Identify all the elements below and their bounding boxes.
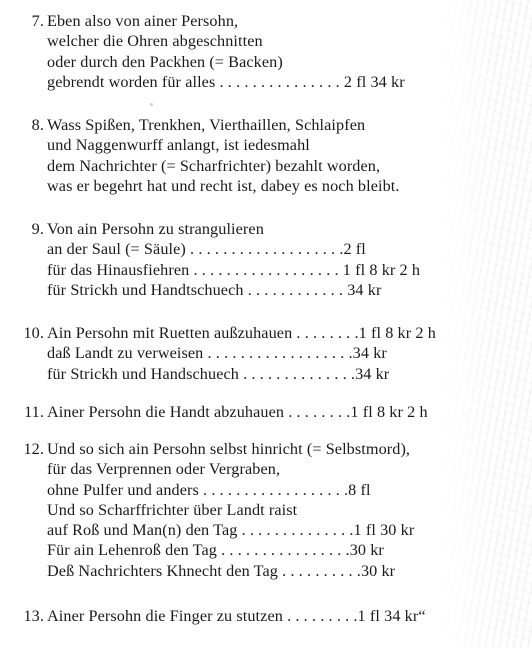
entry-line: Wass Spißen, Trenkhen, Vierthaillen, Schlaipfen bbox=[47, 116, 366, 134]
entry-text bbox=[47, 219, 527, 300]
entry-line: dem Nachrichter (= Scharfrichter) bezahlt worden, bbox=[47, 156, 381, 175]
entry-number: 11. bbox=[24, 403, 44, 421]
entry-number: 7. bbox=[31, 12, 44, 30]
entry-line: Und so Scharffrichter über Landt raist bbox=[47, 500, 298, 519]
entry-line: an der Saul (= Säule) . . . . . . . . . . . . . . . . . . .2 fl bbox=[47, 240, 366, 259]
entry-line: ohne Pulfer und anders . . . . . . . . . . . . . . . . . .8 fl bbox=[47, 480, 371, 499]
entry-text bbox=[47, 439, 527, 581]
entry-line: oder durch den Packhen (= Backen) bbox=[47, 52, 283, 71]
entry-text bbox=[47, 402, 527, 422]
entry-line: für Strickh und Handtschuech . . . . . . . . . . . . 34 kr bbox=[47, 280, 382, 299]
entry-text bbox=[47, 115, 527, 196]
entry-line: daß Landt zu verweisen . . . . . . . . . . . . . . . . . .34 kr bbox=[47, 344, 387, 363]
entry-line: für das Hinausfiehren . . . . . . . . . . . . . . . . . . 1 fl 8 kr 2 h bbox=[47, 260, 421, 279]
entry-line: Deß Nachrichters Khnecht den Tag . . . . . . . . . .30 kr bbox=[47, 561, 396, 580]
entry-line: Von ain Persohn zu strangulieren bbox=[47, 220, 264, 238]
entry-line: für das Verprennen oder Vergraben, bbox=[47, 460, 281, 479]
entry-number: 13. bbox=[23, 607, 44, 625]
entry-line: Ain Persohn mit Ruetten außzuhauen . . . . . . . .1 fl 8 kr 2 h bbox=[47, 324, 436, 342]
entry-line: Und so sich ain Persohn selbst hinricht (= Selbstmord), bbox=[47, 440, 411, 458]
entry-text bbox=[47, 323, 527, 384]
entry-number: 10. bbox=[23, 324, 44, 342]
entry-line: welcher die Ohren abgeschnitten bbox=[47, 32, 263, 51]
entry-text bbox=[47, 11, 527, 92]
entry-line: Ainer Persohn die Finger zu stutzen . . . . . . . . .1 fl 34 kr“ bbox=[47, 607, 426, 625]
entry-line: auf Roß und Man(n) den Tag . . . . . . . . . . . . . .1 fl 30 kr bbox=[47, 521, 415, 540]
entry-number: 8. bbox=[31, 116, 44, 134]
entry-number: 12. bbox=[23, 440, 44, 458]
entry-line: Ainer Persohn die Handt abzuhauen . . . . . . . .1 fl 8 kr 2 h bbox=[47, 403, 428, 421]
entry-number: 9. bbox=[31, 220, 44, 238]
entry-line: was er begehrt hat und recht ist, dabey es noch bleibt. bbox=[47, 176, 400, 195]
entry-text bbox=[47, 606, 527, 626]
entry-line: Für ain Lehenroß den Tag . . . . . . . . . . . . . . . .30 kr bbox=[47, 541, 384, 560]
entry-line: Eben also von ainer Persohn, bbox=[47, 12, 239, 30]
entry-line: gebrendt worden für alles . . . . . . . . . . . . . . . 2 fl 34 kr bbox=[47, 72, 405, 91]
entry-line: und Naggenwurff anlangt, ist iedesmahl bbox=[47, 136, 310, 155]
entry-line: für Strickh und Handschuech . . . . . . . . . . . . . .34 kr bbox=[47, 364, 390, 383]
